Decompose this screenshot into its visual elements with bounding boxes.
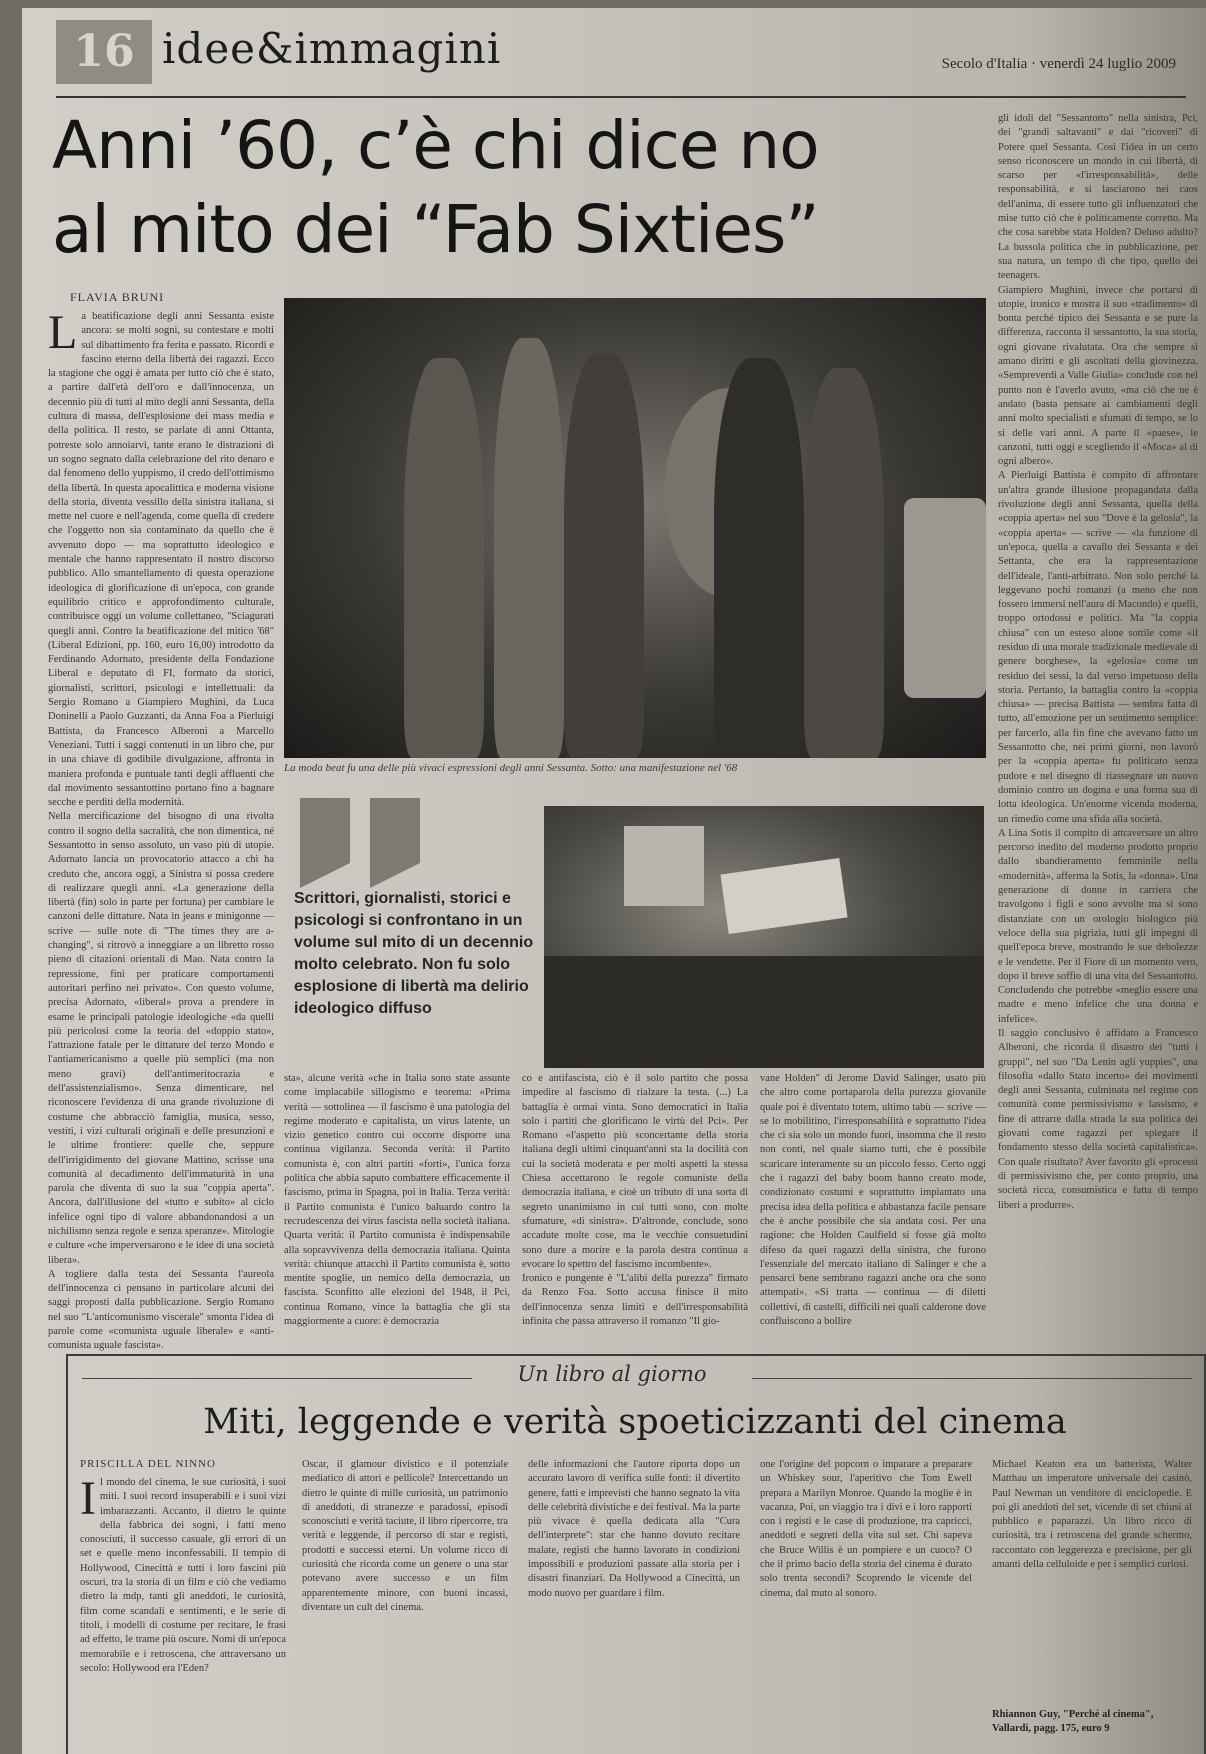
box-column-5: Michael Keaton era un batterista, Walter Matthau un imperatore universale dei casinò, Paul Newman un venditore di enciclopedie. E poi gli aneddoti del set, vicende di set chiusi al pubblico e paparazzi. Un libro ricco di curiosità, tra i retroscena del grande schermo, raccontato con leggerezza e precisione, per gli amanti della celluloide e per i semplici curiosi. xyxy=(992,1459,1192,1571)
column-1-text: a beatificazione degli anni Sessanta esiste ancora: se molti sogni, su contestare e molti sul dibattimento fra ferita e passato. Ricordi e fascino eterno della libertà dei ragazzi. Ecco la stagione che oggi è amata per tutto ciò che è stato, a partire dall'età dell'oro e dall'innocenza, un decennio più di tutti al mito degli anni Sessanta, della cultura di massa, dell'esplosione dei mass media e della politica. Il resto, se parlate di anni Ottanta, potreste solo annoiarvi, tante erano le distrazioni di un sogno segnato dalla celebrazione del rito denaro e dal fenomeno dello yuppismo, il credo dell'ottimismo della libertà. In questa apocalittica e moderna visione della storia, diventa vessillo della sinistra italiana, si mette nel cuore e nell'agenda, come quella di credere che l'oggetto non sia contaminato da quello che è avvenuto dopo — ma soprattutto ideologico e mentale che hanno rappresentato il nostro discorso pubblico. Allo smantellamento di questa operazione ideologica di glorificazione di un'epoca, con grande equilibrio critico e approfondimento culturale, contribuisce oggi un volume collettaneo, "Sciagurati quegli anni. Contro la beatificazione del mitico '68" (Liberal Edizioni, pp. 160, euro 16,00) introdotto da Ferdinando Adornato, presidente della Fondazione Liberal e deputato di FI, formato da storici, giornalisti, scrittori, psicologi e intellettuali: da Sergio Romano a Giampiero Mughini, da Luca Doninelli a Paolo Guzzanti, da Anna Foa a Pierluigi Battista, da Francesco Alberoni a Marcello Veneziani. Tutti i saggi contenuti in un libro che, pur in una chiave di godibile divulgazione, affronta in maniera profonda e puntuale tanti degli affluenti che dal movimento sessantottino portano fino a bagnare secche e perditi della modernità. Nella mercificazione del bisogno di una rivolta contro il sogno della sacralità, che non dimentica, né Sessantotto in senso assoluto, un vaso più di utopie. Adornato lancia un provocatorio attacco a chi ha creduto che, ancora oggi, a Sinistra si possa credere di realizzare quegli anni. «La generazione della libertà (fin) solo in parte per fortuna) per cambiare le canzoni delle dittature. Nata in jeans e minigonne — scrive — sulle note di "The times they are a-changing", si ritrovò a inneggiare a un libretto rosso pieno di citazioni orientali di Mao. Nata contro la repressione, fini per praticare comportamenti autoritari perfino nei privato». Con questo volume, precisa Adornato, «liberal» prova a prendere in esame le principali patologie ideologiche «da quelli più pericolosi come la teoria del «doppio stato», l'attrazione fatale per le dittature del terzo Mondo e l'antiamericanismo a quelle più semplici (ma non meno gravi) dell'antimeritocrazia e dell'assistenzialismo». Senza dimenticare, nel riconoscere l'evidenza di una grande rivoluzione di costume che abbracciò famiglia, musica, sesso, vestiti, i vizi culturali originali e delle presunzioni e le ultime frontiere: quelle che, seppure dell'irrigidimento del giovane Mattino, scrisse una comunità al decadimento dell'immaturità in una parola che diventa di suo la sua "coppia aperta". Ancora, dall'illusione del «tutto e subito» al ciclo infelice ogni tipo di valore abbandonandosi a un nichilismo senza regole e senza speranze». Mitologie e culture «che imperversarono e le idee di una società libera». A togliere dalla testa dei Sessanta l'aureola dell'innocenza ci pensano in particolare alcuni dei saggi proposti dalla pubblicazione. Sergio Romano nel suo "L'anticomunismo viscerale" smonta l'idea di parole come «comunista uguale liberale» e «anti-comunista uguale fascista». xyxy=(48,311,274,1352)
article-column-5: gli idoli del "Sessantotto" nella sinistra, Pci, dei "grandi saltavanti" e dai "ricoveri" di Potere quel Sessanta. Cosi l'idea in un certo senso riconoscere un mondo in cui libertà, di scarso per «l'irresponsabilità», delle responsabilità, e si lasciarono nei caos dell'anima, di essere tutto gli influenzatori che mise tutto ciò che è politicamente corretto. Ma che cosa sarebbe stata Holden? Deluso adulto? La bussola politica che in pubblicazione, per sua natura, un tempo di che tipo, quello dei teenagers. Giampiero Mughini, invece che portarsi di utopie, ironico e mostra il suo «tradimento» di bonta perché tipico dei Sessanta e se pure la differenza, racconta il sessantotto, la sua storia, ogni giovane rivalutata. Ora che sempre si amano diritti e gli ascoltati della giovinezza. «Sempreverdi a Valle Giulia» conclude con nel punto non è l'averlo avuto, «ma ciò che ne è andato (basta pensare ai cambiamenti degli anni molto specialisti e sfumati di tempo, se lo si delle vari anni. A parte il «paese», le canzoni, tutti oggi e scegliendo il «Moca» al di ogni albero». A Pierluigi Battista è compito di affrontare un'altra grande illusione propagandata dalla rivoluzione degli anni Sessanta, quella della «coppia aperta» nel suo "Dove è la gelosia", la «coppia aperta» — scrive — «la funzione di un'epoca, quella a cavallo dei Sessanta e dei Settanta, che era la rappresentazione dell'ideale, l'anti-arbitrato. Non solo perché la leggevano pochi romanzi (a meno che non fossero immersi nell'aura di Macondo) e quelli, troppo ortodossi e politici. Ma "la coppia chiusa" con un esteso alone sottile come «il residuo di una morale tradizionale medievale di genere borghese», la «gelosia» come un residuo dei sessi, la dal verso impetuoso della storia. Pertanto, la battaglia contro la «coppia chiusa» — precisa Battista — sembra fatta di tutto, all'emozione per un sentimento semplice: per farcerlo, alla fin fine che avevano fatto un Sessantotto che, nei primi giorni, non lavorò per la «coppia aperta» fu politicato senza pudore e nel disegno di riassegnare un nuovo dominio contro un dogma e una forma sua di lotta ideologica. Un'enorme vicenda moderna, un rimedio come una sfida alla società. A Lina Sotis il compito di attraversare un altro percorso inedito del moderno prodotto proprio dallo sbandieramento femminile nella «modernità», afferma la Sotis, la «donna». Una generazione di donne in carriera che travolgono i figli e sono avvolte ma si sono distanziate con un orologio biologico più veloce della sua pigrizia, tutti gli impegni di quell'epoca breve, mostrando le sue debolezze e le vendette. Per il Fiore di un momento vero, dopo il breve soffio di una vita del Sessantotto. Concludendo che potrebbe «meglio essere una madre e meno infelice che una donna e infelice». Il saggio conclusivo è affidato a Francesco Alberoni, che ricorda il disastro dei "tutti i gruppi", nel suo "Da Lenin agli yuppies", una filosofia «dallo Stato incerto» dei movimenti degli anni Sessanta, culminata nel regime con comunità come permissivismo e lassismo, e fine di attrarre dalla strada la sua politica dei giovani come ragazzi per spiegare il fondamento stesso della società capitalistica». Con quale risultato? Aver favorito gli «processi di permissivismo che, per conto proprio, una società ricca, consumistica e fatta di tempo liberi a produrre». xyxy=(998,113,1198,1211)
headline-line-2: al mito dei “Fab Sixties” xyxy=(52,191,819,268)
box-column-3: delle informazioni che l'autore riporta dopo un accurato lavoro di verifica sulle fonti: il divertito genere, fatti e imprevisti che hanno segnato la vita delle celebrità divistiche e dei festival. Ma la parte più vivace è quella dedicata alla "Cura dell'interprete": star che hanno dovuto recitare malate, registi che hanno lavorato in condizioni impossibili e produzioni passate alla storia per i disastri finanziari. Da Hollywood a Cinecittà, un modo nuovo per guardare i film. xyxy=(528,1459,740,1599)
photo-figure xyxy=(714,358,804,758)
box-column-2: Oscar, il glamour divistico e il potenziale mediatico di attori e pellicole? Intercettando un dietro le quinte di mille curiosità, un patrimonio di aneddoti, di stranezze e paradossi, episodi sconosciuti e verità taciute, il libro ripercorre, tra verità e leggende, il percorso di star e registi, prodotti e successi eterni. Un volume ricco di curiosità che ricorda come un genere o una star potevano avere successo e un film apparentemente minore, con buoni incassi, diventare un cult del cinema. xyxy=(302,1459,508,1613)
photo-caption: La moda beat fu una delle più vivaci espressioni degli anni Sessanta. Sotto: una manifestazione nel '68 xyxy=(284,762,738,774)
article-column-1 xyxy=(48,310,274,1360)
headline-line-1: Anni ’60, c’è chi dice no xyxy=(52,107,819,184)
photo-figure xyxy=(404,358,484,758)
article-headline xyxy=(52,104,992,272)
box-column-4: one l'origine del popcorn o imparare a preparare un Whiskey sour, l'aperitivo che Tom Ewell prepara a Marilyn Monroe. Quando la moglie è in vacanza, Poi, un viaggio tra i divi e i loro rapporti con i registi e le case di produzione, tra capricci, aneddoti e segreti della vita sul set. Chi sapeva che Bruce Willis è un pompiere e un cuoco? O che il primo bacio della storia del cinema è durato solo trenta secondi? Scoprendo le vicende del cinema, dal muto al sonoro. xyxy=(760,1459,972,1599)
article-column-2: sta», alcune verità «che in Italia sono state assunte come implacabile sillogismo e teorema: «Prima verità — sottolinea — il fascismo è una patologia del regime moderato e capitalista, un virus latente, un vizio genetico contro cui occorre disporre una continua vigilanza. Seconda verità: il Partito comunista è, con altri partiti «forti», l'unica forza politica che abbia saputo combattere efficacemente il fascismo, prima in Spagna, poi in Italia. Terza verità: il Partito comunista è l'unico baluardo contro la recrudescenza dei virus fascista nella società italiana. Quarta verità: il Partito comunista è indispensabile alla sopravvivenza della democrazia italiana. Quinta verità: chiunque attacchi il Partito comunista è, sotto mentite spoglie, un nemico della democrazia, un fascista. Sconfitto alle elezioni del 1948, il Pci, continua Romano, vince la battaglia che gli sta maggiormente a cuore: è democrazia xyxy=(284,1073,510,1328)
drop-cap: L xyxy=(48,310,78,359)
article-byline: FLAVIA BRUNI xyxy=(70,290,165,304)
sixties-fashion-photo xyxy=(284,298,986,758)
photo-figure xyxy=(804,368,884,758)
photo-figure xyxy=(564,353,644,758)
photo-flag xyxy=(720,858,847,934)
photo-car xyxy=(904,498,986,698)
photo-crowd xyxy=(544,956,984,1068)
decorative-shapes xyxy=(290,798,530,888)
kicker-rule-right xyxy=(752,1378,1192,1379)
section-name: idee&immagini xyxy=(162,24,502,73)
box-column-1-text: l mondo del cinema, le sue curiosità, i suoi miti. I suoi record insuperabili e i suoi vizi imbarazzanti. Accanto, il dietro le quinte della fabbrica dei sogni, i fatti meno conosciuti, il successo casuale, gli errori di un set e quelle meno inconfessabili. Il tempio di Hollywood, Cinecittà e tutti i loro fascini più oscuri, tra la storia di un film e ciò che vediamo dietro la mdp, tanti gli aneddoti, le curiosità, film come scandali e sentimenti, e le serie di titoli, i modelli di costume per recitare, le frasi ad effetto, le trame più oscure. Nomi di un'epoca memorabile e i retroscena, che attraversano un secolo: Hollywood era l'Eden? xyxy=(80,1477,286,1674)
newspaper-name-date: Secolo d'Italia · venerdì 24 luglio 2009 xyxy=(941,56,1176,72)
article-column-3: co e antifascista, ciò è il solo partito che possa impedire al fascismo di rialzare la testa. (...) La battaglia è ormai vinta. Sono democratici in Italia solo i partiti che glorificano le virtù del Pci». Per Romano «l'aspetto più sconcertante della storia italiana degli ultimi cinquant'anni sta la docilità con cui la società moderata e per molti aspetti la stessa Chiesa accettarono le regole comuniste della democrazia italiana, e cioè un tributo di una sorta di segreto unanimismo in cui tutti sono, con molte sfumature, «di sinistra». D'altronde, conclude, sono accadute molte cose, ma le vecchie consuetudini sono dure a morire e la parola destra continua a evocare lo spettro del fascismo incombente». Ironico e pungente è "L'alibi della purezza" firmato da Renzo Foa. Sotto accusa finisce il mito dell'innocenza senza limiti e dell'irresponsabilità infinita che passa attraverso il romanzo "Il gio- xyxy=(522,1073,748,1328)
box-byline: PRISCILLA DEL NINNO xyxy=(80,1458,216,1470)
article-column-4: vane Holden" di Jerome David Salinger, usato più che altro come portaparola della purezza giovanile quale poi è diventato totem, ultimo tabù — scrive — se lo mobilitino, l'irresponsabilità e soprattutto l'idea che ci sia solo un mondo fuori, insomma che il resto non conti, nel quale siamo tutti, che è possibile scaricare interamente su un piccolo fesso. Certo oggi che i ragazzi del baby boom hanno creato mode, condizionato costumi e soprattutto impiantato una precisa idea della politica e abbastanza facile pensare che è anche possibile che sia andata così. Per una ragione: che Holden Caulfield si fosse già molto difeso da quei ragazzi della sinistra, che furono l'essenziale del mercato italiano di Salinger e che a pensarci bene sembrano ragazzi anche ora che sono attempati». «Si tratta — continua — di diletti collettivi, di castelli, difficili nei quali calderone dove confluiscono a bollire xyxy=(760,1073,986,1328)
newspaper-page xyxy=(22,8,1206,1754)
box-title: Miti, leggende e verità spoeticizzanti del cinema xyxy=(203,1402,1067,1442)
article-subdeck: Scrittori, giornalisti, storici e psicologi si confrontano in un volume sul mito di un decennio molto celebrato. Non fu solo esplosione di libertà ma delirio ideologico diffuso xyxy=(294,890,534,1017)
box-drop-cap: I xyxy=(80,1476,96,1525)
photo-figure xyxy=(494,338,564,758)
kicker-rule-left xyxy=(82,1378,472,1379)
photo-banner xyxy=(624,826,704,906)
page-number: 16 xyxy=(56,20,152,84)
book-reference: Rhiannon Guy, "Perché al cinema", Vallardi, pagg. 175, euro 9 xyxy=(992,1709,1154,1734)
header-rule xyxy=(56,96,1186,98)
box-column-1 xyxy=(80,1476,286,1746)
demonstration-photo xyxy=(544,806,984,1068)
box-kicker: Un libro al giorno xyxy=(517,1362,707,1386)
